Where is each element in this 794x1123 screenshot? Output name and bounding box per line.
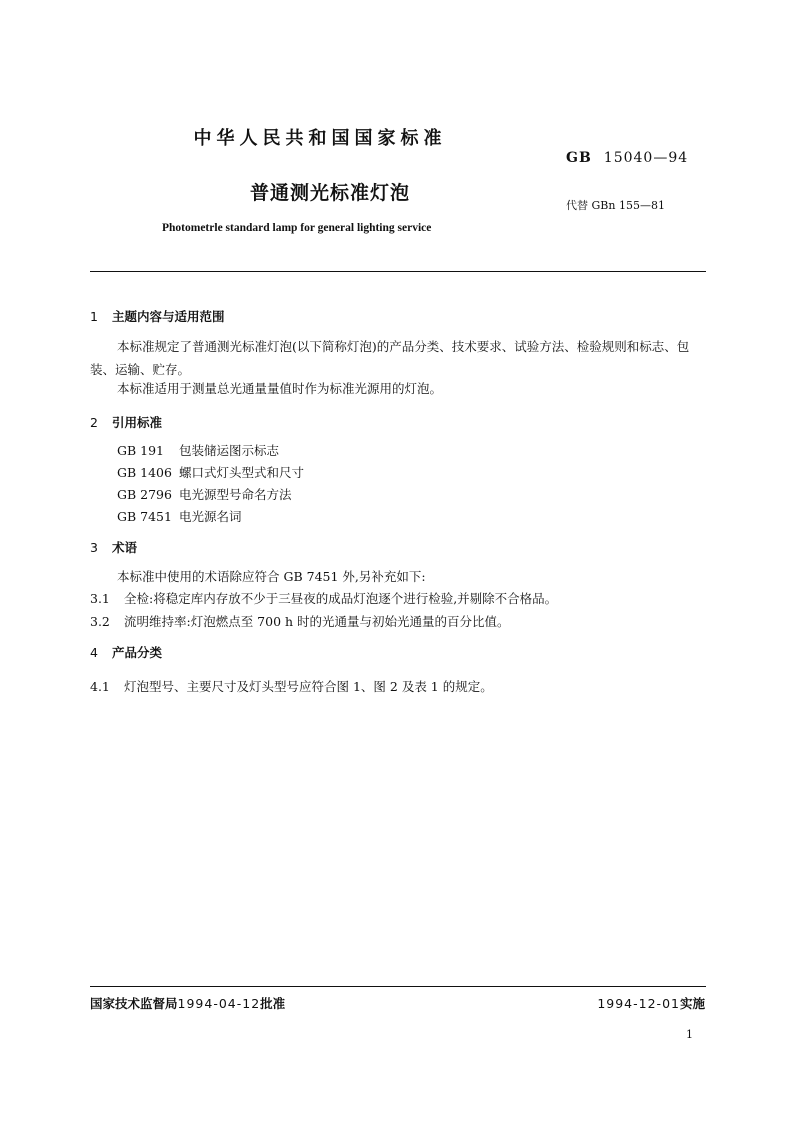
section-title: 产品分类 [112, 645, 163, 660]
section-number: 2 [90, 415, 98, 430]
section-title: 主题内容与适用范围 [112, 309, 225, 324]
standard-name: 电光源名词 [179, 509, 242, 524]
standard-code: 15040—94 [603, 150, 689, 166]
implementation-line [597, 994, 705, 1012]
list-item [117, 440, 304, 462]
footer-divider [90, 986, 706, 987]
national-standard-title: 中华人民共和国国家标准 [193, 128, 447, 149]
section-number: 1 [90, 309, 98, 324]
clause-3-1 [90, 589, 557, 607]
section-title: 引用标准 [112, 415, 163, 430]
approver: 国家技术监督局 [90, 996, 178, 1011]
clause-4-1 [90, 677, 493, 695]
referenced-standards-list [117, 440, 304, 528]
document-title: 普通测光标准灯泡 [249, 182, 410, 204]
clause-number: 3.2 [90, 614, 110, 629]
header-divider [90, 271, 706, 272]
section-3-intro: 本标准中使用的术语除应符合 GB 7451 外,另补充如下: [117, 569, 426, 584]
list-item [117, 462, 304, 484]
english-title: Photometrle standard lamp for general lighting service [162, 222, 432, 234]
section-number: 3 [90, 540, 98, 555]
section-1-paragraph-1: 本标准规定了普通测光标准灯泡(以下简称灯泡)的产品分类、技术要求、试验方法、检验规则和标志、包装、运输、贮存。 [90, 339, 690, 377]
approve-label: 批准 [260, 996, 286, 1011]
clause-text: 灯泡型号、主要尺寸及灯头型号应符合图 1、图 2 及表 1 的规定。 [124, 679, 493, 694]
section-1-heading [90, 307, 225, 325]
standard-name: 螺口式灯头型式和尺寸 [179, 465, 305, 480]
approve-date: 1994-04-12 [177, 996, 261, 1011]
replaces-note: 代替 GBn 155—81 [566, 199, 665, 212]
standard-prefix: GB [566, 150, 592, 166]
section-2-heading [90, 413, 162, 431]
clause-text: 流明维持率:灯泡燃点至 700 h 时的光通量与初始光通量的百分比值。 [124, 614, 510, 629]
list-item [117, 506, 304, 528]
implementation-date: 1994-12-01 [597, 996, 680, 1011]
standard-name: 电光源型号命名方法 [179, 487, 292, 502]
standard-code: GB 1406 [117, 465, 172, 480]
standard-number [566, 150, 688, 166]
clause-3-2 [90, 612, 510, 630]
standard-code: GB 7451 [117, 509, 172, 524]
section-1-paragraph-2: 本标准适用于测量总光通量量值时作为标准光源用的灯泡。 [117, 381, 443, 396]
implementation-label: 实施 [679, 996, 705, 1011]
standard-code: GB 2796 [117, 487, 172, 502]
section-3-heading [90, 538, 137, 556]
page-number: 1 [686, 1028, 693, 1041]
approval-line [90, 994, 285, 1012]
clause-number: 4.1 [90, 679, 110, 694]
section-number: 4 [90, 645, 98, 660]
standard-name: 包装储运图示标志 [179, 443, 280, 458]
section-title: 术语 [112, 540, 138, 555]
clause-text: 全检:将稳定库内存放不少于三昼夜的成品灯泡逐个进行检验,并剔除不合格品。 [124, 591, 558, 606]
section-4-heading [90, 643, 162, 661]
standard-code: GB 191 [117, 443, 165, 458]
list-item [117, 484, 304, 506]
clause-number: 3.1 [90, 591, 110, 606]
